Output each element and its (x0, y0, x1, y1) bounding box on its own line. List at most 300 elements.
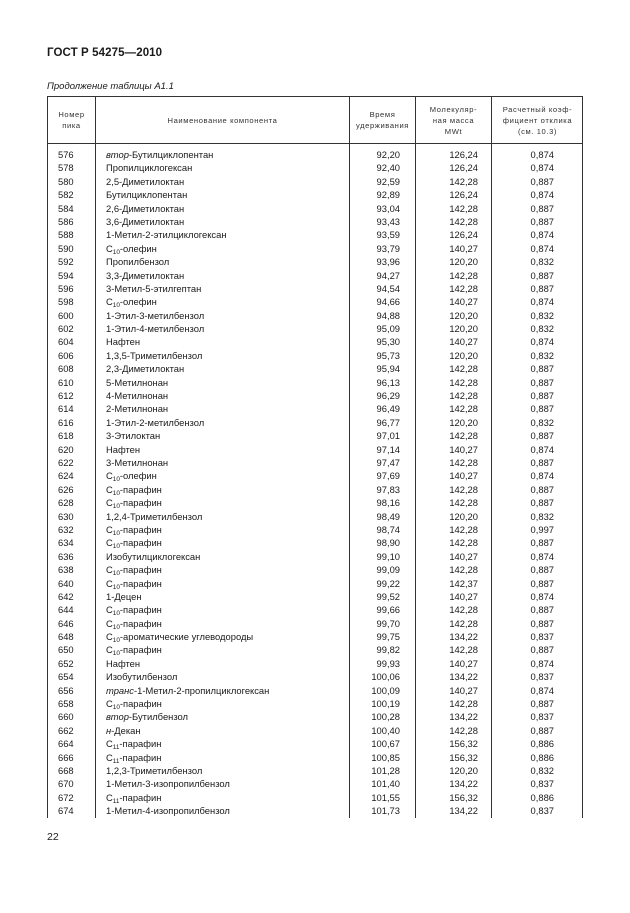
response-factor: 0,832 (530, 323, 554, 335)
peak-number: 584 (58, 202, 74, 214)
carbon-symbol: С (106, 470, 113, 482)
carbon-count: 10 (112, 543, 120, 551)
table-row (48, 791, 582, 804)
table-row (48, 202, 582, 215)
table-row (48, 215, 582, 228)
retention-time: 97,01 (376, 430, 400, 442)
component-name (106, 242, 157, 255)
component-name (106, 456, 168, 469)
peak-number: 628 (58, 497, 74, 509)
molecular-mass: 140,27 (449, 684, 478, 696)
component-name (106, 282, 201, 295)
name-text: 3-Метилнонан (106, 456, 169, 468)
retention-time: 93,43 (376, 215, 400, 227)
peak-number: 624 (58, 470, 74, 482)
table-row (48, 697, 582, 710)
header-line: ная масса (432, 115, 475, 125)
component-name (106, 309, 204, 322)
retention-time: 100,40 (371, 724, 400, 736)
molecular-mass: 134,22 (449, 805, 478, 817)
peak-number: 638 (58, 564, 74, 576)
component-name (106, 349, 202, 362)
peak-number: 634 (58, 537, 74, 549)
retention-time: 99,66 (376, 604, 400, 616)
retention-time: 97,83 (376, 483, 400, 495)
component-name (106, 161, 192, 174)
header-number (48, 97, 95, 143)
component-name (106, 617, 162, 630)
response-factor: 0,832 (530, 256, 554, 268)
page-number: 22 (47, 831, 59, 843)
peak-number: 610 (58, 376, 74, 388)
table-continuation-caption: Продолжение таблицы А1.1 (47, 81, 174, 92)
name-text: 1,2,3-Триметилбензол (106, 764, 203, 776)
response-factor: 0,837 (530, 711, 554, 723)
table-row (48, 429, 582, 442)
name-text: Нафтен (106, 443, 141, 455)
table-row (48, 148, 582, 161)
name-text: 2,6-Диметилоктан (106, 202, 185, 214)
peak-number: 578 (58, 162, 74, 174)
retention-time: 99,75 (376, 631, 400, 643)
response-factor: 0,832 (530, 416, 554, 428)
response-factor: 0,832 (530, 309, 554, 321)
carbon-symbol: С (106, 523, 113, 535)
header-time (350, 97, 415, 143)
component-name (106, 536, 162, 549)
table-row (48, 496, 582, 509)
molecular-mass: 142,28 (449, 617, 478, 629)
response-factor: 0,874 (530, 189, 554, 201)
molecular-mass: 126,24 (449, 189, 478, 201)
response-factor: 0,887 (530, 564, 554, 576)
retention-time: 94,27 (376, 269, 400, 281)
table-row (48, 804, 582, 817)
retention-time: 92,40 (376, 162, 400, 174)
carbon-symbol: С (106, 617, 113, 629)
peak-number: 596 (58, 282, 74, 294)
header-response-factor (492, 97, 583, 143)
carbon-count: 11 (112, 797, 120, 805)
carbon-symbol: С (106, 537, 113, 549)
table-row (48, 577, 582, 590)
response-factor: 0,887 (530, 390, 554, 402)
molecular-mass: 142,28 (449, 376, 478, 388)
name-text: Нафтен (106, 657, 141, 669)
carbon-count: 10 (112, 503, 120, 511)
retention-time: 98,16 (376, 497, 400, 509)
retention-time: 96,77 (376, 416, 400, 428)
component-name (106, 510, 202, 523)
header-text (58, 109, 84, 131)
name-text: -парафин (119, 564, 162, 576)
retention-time: 95,09 (376, 323, 400, 335)
component-name (106, 269, 184, 282)
carbon-symbol: С (106, 577, 113, 589)
molecular-mass: 140,27 (449, 590, 478, 602)
response-factor: 0,887 (530, 644, 554, 656)
component-name (106, 710, 188, 723)
carbon-count: 11 (112, 757, 120, 765)
component-name (106, 751, 161, 764)
retention-time: 93,79 (376, 242, 400, 254)
name-text: -парафин (119, 698, 162, 710)
response-factor: 0,874 (530, 336, 554, 348)
carbon-symbol: С (106, 483, 113, 495)
molecular-mass: 142,28 (449, 564, 478, 576)
molecular-mass: 142,28 (449, 537, 478, 549)
name-prefix: втор (106, 149, 129, 160)
name-text: 1-Этил-3-метилбензол (106, 309, 205, 321)
header-line: Молекуляр- (429, 104, 478, 114)
retention-time: 94,54 (376, 282, 400, 294)
retention-time: 95,30 (376, 336, 400, 348)
peak-number: 614 (58, 403, 74, 415)
molecular-mass: 120,20 (449, 416, 478, 428)
retention-time: 99,09 (376, 564, 400, 576)
component-name (106, 429, 160, 442)
peak-number: 580 (58, 175, 74, 187)
retention-time: 101,40 (371, 778, 400, 790)
name-text: -парафин (119, 523, 162, 535)
component-name (106, 697, 162, 710)
component-name (106, 563, 162, 576)
molecular-mass: 156,32 (449, 751, 478, 763)
retention-time: 100,85 (371, 751, 400, 763)
component-name (106, 175, 184, 188)
name-text: 3-Этилоктан (106, 430, 161, 442)
peak-number: 606 (58, 349, 74, 361)
peak-number: 616 (58, 416, 74, 428)
peak-number: 664 (58, 738, 74, 750)
peak-number: 592 (58, 256, 74, 268)
component-name (106, 188, 187, 201)
name-text: 3,3-Диметилоктан (106, 269, 185, 281)
response-factor: 0,837 (530, 671, 554, 683)
retention-time: 99,70 (376, 617, 400, 629)
retention-time: 93,59 (376, 229, 400, 241)
table-row (48, 764, 582, 777)
retention-time: 99,82 (376, 644, 400, 656)
table-row (48, 603, 582, 616)
table-row (48, 657, 582, 670)
retention-time: 99,22 (376, 577, 400, 589)
response-factor: 0,886 (530, 791, 554, 803)
peak-number: 644 (58, 604, 74, 616)
molecular-mass: 142,28 (449, 724, 478, 736)
name-text: 1-Этил-2-метилбензол (106, 416, 205, 428)
response-factor: 0,874 (530, 242, 554, 254)
header-line: фициент отклика (502, 115, 573, 125)
peak-number: 598 (58, 296, 74, 308)
response-factor: 0,887 (530, 617, 554, 629)
name-text: -Бутилбензол (128, 711, 189, 723)
molecular-mass: 156,32 (449, 738, 478, 750)
name-text: 1-Метил-2-этилциклогексан (106, 229, 227, 241)
peak-number: 612 (58, 390, 74, 402)
carbon-count: 11 (112, 744, 120, 752)
peak-number: 658 (58, 698, 74, 710)
name-text: Пропилбензол (106, 256, 170, 268)
molecular-mass: 156,32 (449, 791, 478, 803)
table-row (48, 536, 582, 549)
carbon-count: 10 (112, 610, 120, 618)
component-name (106, 496, 162, 509)
molecular-mass: 142,28 (449, 175, 478, 187)
header-line: Номер (58, 110, 85, 119)
table-row (48, 483, 582, 496)
retention-time: 97,47 (376, 456, 400, 468)
peak-number: 620 (58, 443, 74, 455)
name-text: Бутилциклопентан (106, 189, 188, 201)
retention-time: 96,29 (376, 390, 400, 402)
carbon-symbol: С (106, 738, 113, 750)
retention-time: 95,94 (376, 363, 400, 375)
molecular-mass: 120,20 (449, 349, 478, 361)
molecular-mass: 142,28 (449, 644, 478, 656)
peak-number: 618 (58, 430, 74, 442)
component-name (106, 590, 142, 603)
name-text: 3-Метил-5-этилгептан (106, 282, 202, 294)
response-factor: 0,886 (530, 738, 554, 750)
molecular-mass: 142,28 (449, 202, 478, 214)
response-factor: 0,887 (530, 202, 554, 214)
molecular-mass: 142,37 (449, 577, 478, 589)
molecular-mass: 142,28 (449, 604, 478, 616)
name-text: Нафтен (106, 336, 141, 348)
molecular-mass: 140,27 (449, 336, 478, 348)
peak-number: 594 (58, 269, 74, 281)
response-factor: 0,832 (530, 764, 554, 776)
table-row (48, 349, 582, 362)
peak-number: 632 (58, 523, 74, 535)
carbon-symbol: С (106, 791, 113, 803)
molecular-mass: 134,22 (449, 631, 478, 643)
name-text: 2,5-Диметилоктан (106, 175, 185, 187)
name-text: 4-Метилнонан (106, 390, 169, 402)
carbon-symbol: С (106, 631, 113, 643)
table-row (48, 255, 582, 268)
peak-number: 630 (58, 510, 74, 522)
table-row (48, 563, 582, 576)
name-text: Изобутилбензол (106, 671, 178, 683)
peak-number: 622 (58, 456, 74, 468)
response-factor: 0,887 (530, 403, 554, 415)
name-prefix: транс (106, 684, 134, 696)
retention-time: 92,59 (376, 175, 400, 187)
component-name (106, 804, 230, 817)
component-name (106, 255, 169, 268)
table-row (48, 416, 582, 429)
component-name (106, 791, 161, 804)
molecular-mass: 140,27 (449, 550, 478, 562)
table-row (48, 617, 582, 630)
response-factor: 0,887 (530, 483, 554, 495)
table-row (48, 510, 582, 523)
table-row (48, 269, 582, 282)
component-name (106, 416, 204, 429)
table-row (48, 670, 582, 683)
header-line: пика (62, 121, 81, 130)
peak-number: 674 (58, 805, 74, 817)
response-factor: 0,832 (530, 349, 554, 361)
peak-number: 670 (58, 778, 74, 790)
peak-number: 600 (58, 309, 74, 321)
peak-number: 602 (58, 323, 74, 335)
response-factor: 0,887 (530, 577, 554, 589)
molecular-mass: 126,24 (449, 229, 478, 241)
retention-time: 92,20 (376, 149, 400, 160)
name-prefix: втор (106, 711, 129, 723)
carbon-count: 10 (112, 650, 120, 658)
component-name (106, 322, 204, 335)
component-name (106, 643, 162, 656)
retention-time: 99,10 (376, 550, 400, 562)
response-factor: 0,887 (530, 456, 554, 468)
table-row (48, 282, 582, 295)
table-row (48, 322, 582, 335)
table-row (48, 550, 582, 563)
header-line: удерживания (355, 121, 410, 130)
name-text: 2,3-Диметилоктан (106, 363, 185, 375)
table-body (48, 148, 582, 818)
name-text: Изобутилциклогексан (106, 550, 201, 562)
retention-time: 100,09 (371, 684, 400, 696)
name-text: 1-Метил-3-изопропилбензол (106, 778, 230, 790)
table-row (48, 295, 582, 308)
retention-time: 97,14 (376, 443, 400, 455)
response-factor: 0,874 (530, 162, 554, 174)
component-name (106, 295, 157, 308)
header-name (96, 97, 349, 143)
retention-time: 92,89 (376, 189, 400, 201)
molecular-mass: 142,28 (449, 403, 478, 415)
header-text (430, 104, 477, 137)
component-name (106, 215, 184, 228)
name-text: 1-Метил-4-изопропилбензол (106, 805, 230, 817)
peak-number: 648 (58, 631, 74, 643)
header-line: (см. 10.3) (517, 126, 558, 136)
peak-number: 652 (58, 657, 74, 669)
carbon-count: 10 (112, 476, 120, 484)
component-name (106, 657, 140, 670)
table-row (48, 389, 582, 402)
table-row (48, 643, 582, 656)
name-text: -Декан (111, 724, 141, 736)
molecular-mass: 142,28 (449, 523, 478, 535)
table-row (48, 469, 582, 482)
table-row (48, 523, 582, 536)
peak-number: 576 (58, 149, 74, 160)
table-row (48, 362, 582, 375)
carbon-count: 10 (112, 570, 120, 578)
carbon-count: 10 (112, 704, 120, 712)
table-row (48, 161, 582, 174)
retention-time: 99,52 (376, 590, 400, 602)
component-name (106, 443, 140, 456)
peak-number: 604 (58, 336, 74, 348)
component-name (106, 684, 269, 697)
name-text: -парафин (119, 751, 162, 763)
molecular-mass: 120,20 (449, 764, 478, 776)
name-text: -парафин (119, 497, 162, 509)
retention-time: 94,66 (376, 296, 400, 308)
molecular-mass: 142,28 (449, 363, 478, 375)
response-factor: 0,832 (530, 510, 554, 522)
table-row (48, 175, 582, 188)
response-factor: 0,887 (530, 497, 554, 509)
retention-time: 97,69 (376, 470, 400, 482)
name-text: -олефин (119, 470, 157, 482)
carbon-symbol: С (106, 751, 113, 763)
table-row (48, 590, 582, 603)
component-name (106, 603, 162, 616)
response-factor: 0,887 (530, 363, 554, 375)
retention-time: 100,67 (371, 738, 400, 750)
carbon-count: 10 (112, 248, 120, 256)
response-factor: 0,887 (530, 604, 554, 616)
peak-number: 646 (58, 617, 74, 629)
retention-time: 101,73 (371, 805, 400, 817)
peak-number: 588 (58, 229, 74, 241)
response-factor: 0,874 (530, 470, 554, 482)
peak-number: 650 (58, 644, 74, 656)
molecular-mass: 120,20 (449, 256, 478, 268)
name-text: 2-Метилнонан (106, 403, 169, 415)
header-line: Расчетный коэф- (502, 104, 573, 114)
molecular-mass: 142,28 (449, 215, 478, 227)
component-name (106, 389, 168, 402)
standard-title: ГОСТ Р 54275—2010 (47, 47, 163, 59)
retention-time: 98,49 (376, 510, 400, 522)
table-row (48, 710, 582, 723)
header-line: MWt (444, 126, 463, 136)
retention-time: 95,73 (376, 349, 400, 361)
molecular-mass: 142,28 (449, 269, 478, 281)
component-name (106, 550, 200, 563)
header-text (356, 109, 409, 131)
retention-time: 101,28 (371, 764, 400, 776)
carbon-symbol: С (106, 497, 113, 509)
carbon-symbol: С (106, 296, 113, 308)
molecular-mass: 134,22 (449, 711, 478, 723)
table-row (48, 335, 582, 348)
name-text: Пропилциклогексан (106, 162, 193, 174)
table-row (48, 309, 582, 322)
component-name (106, 402, 168, 415)
carbon-count: 10 (112, 637, 120, 645)
peak-number: 668 (58, 764, 74, 776)
component-name (106, 469, 157, 482)
peak-number: 642 (58, 590, 74, 602)
peak-number: 666 (58, 751, 74, 763)
peak-number: 590 (58, 242, 74, 254)
peak-number: 672 (58, 791, 74, 803)
response-factor: 0,887 (530, 282, 554, 294)
response-factor: 0,887 (530, 724, 554, 736)
retention-time: 93,96 (376, 256, 400, 268)
peak-number: 660 (58, 711, 74, 723)
response-factor: 0,887 (530, 376, 554, 388)
carbon-count: 10 (112, 302, 120, 310)
carbon-count: 10 (112, 623, 120, 631)
molecular-mass: 142,28 (449, 430, 478, 442)
molecular-mass: 120,20 (449, 510, 478, 522)
component-name (106, 376, 168, 389)
response-factor: 0,874 (530, 149, 554, 160)
response-factor: 0,997 (530, 523, 554, 535)
name-text: 5-Метилнонан (106, 376, 169, 388)
